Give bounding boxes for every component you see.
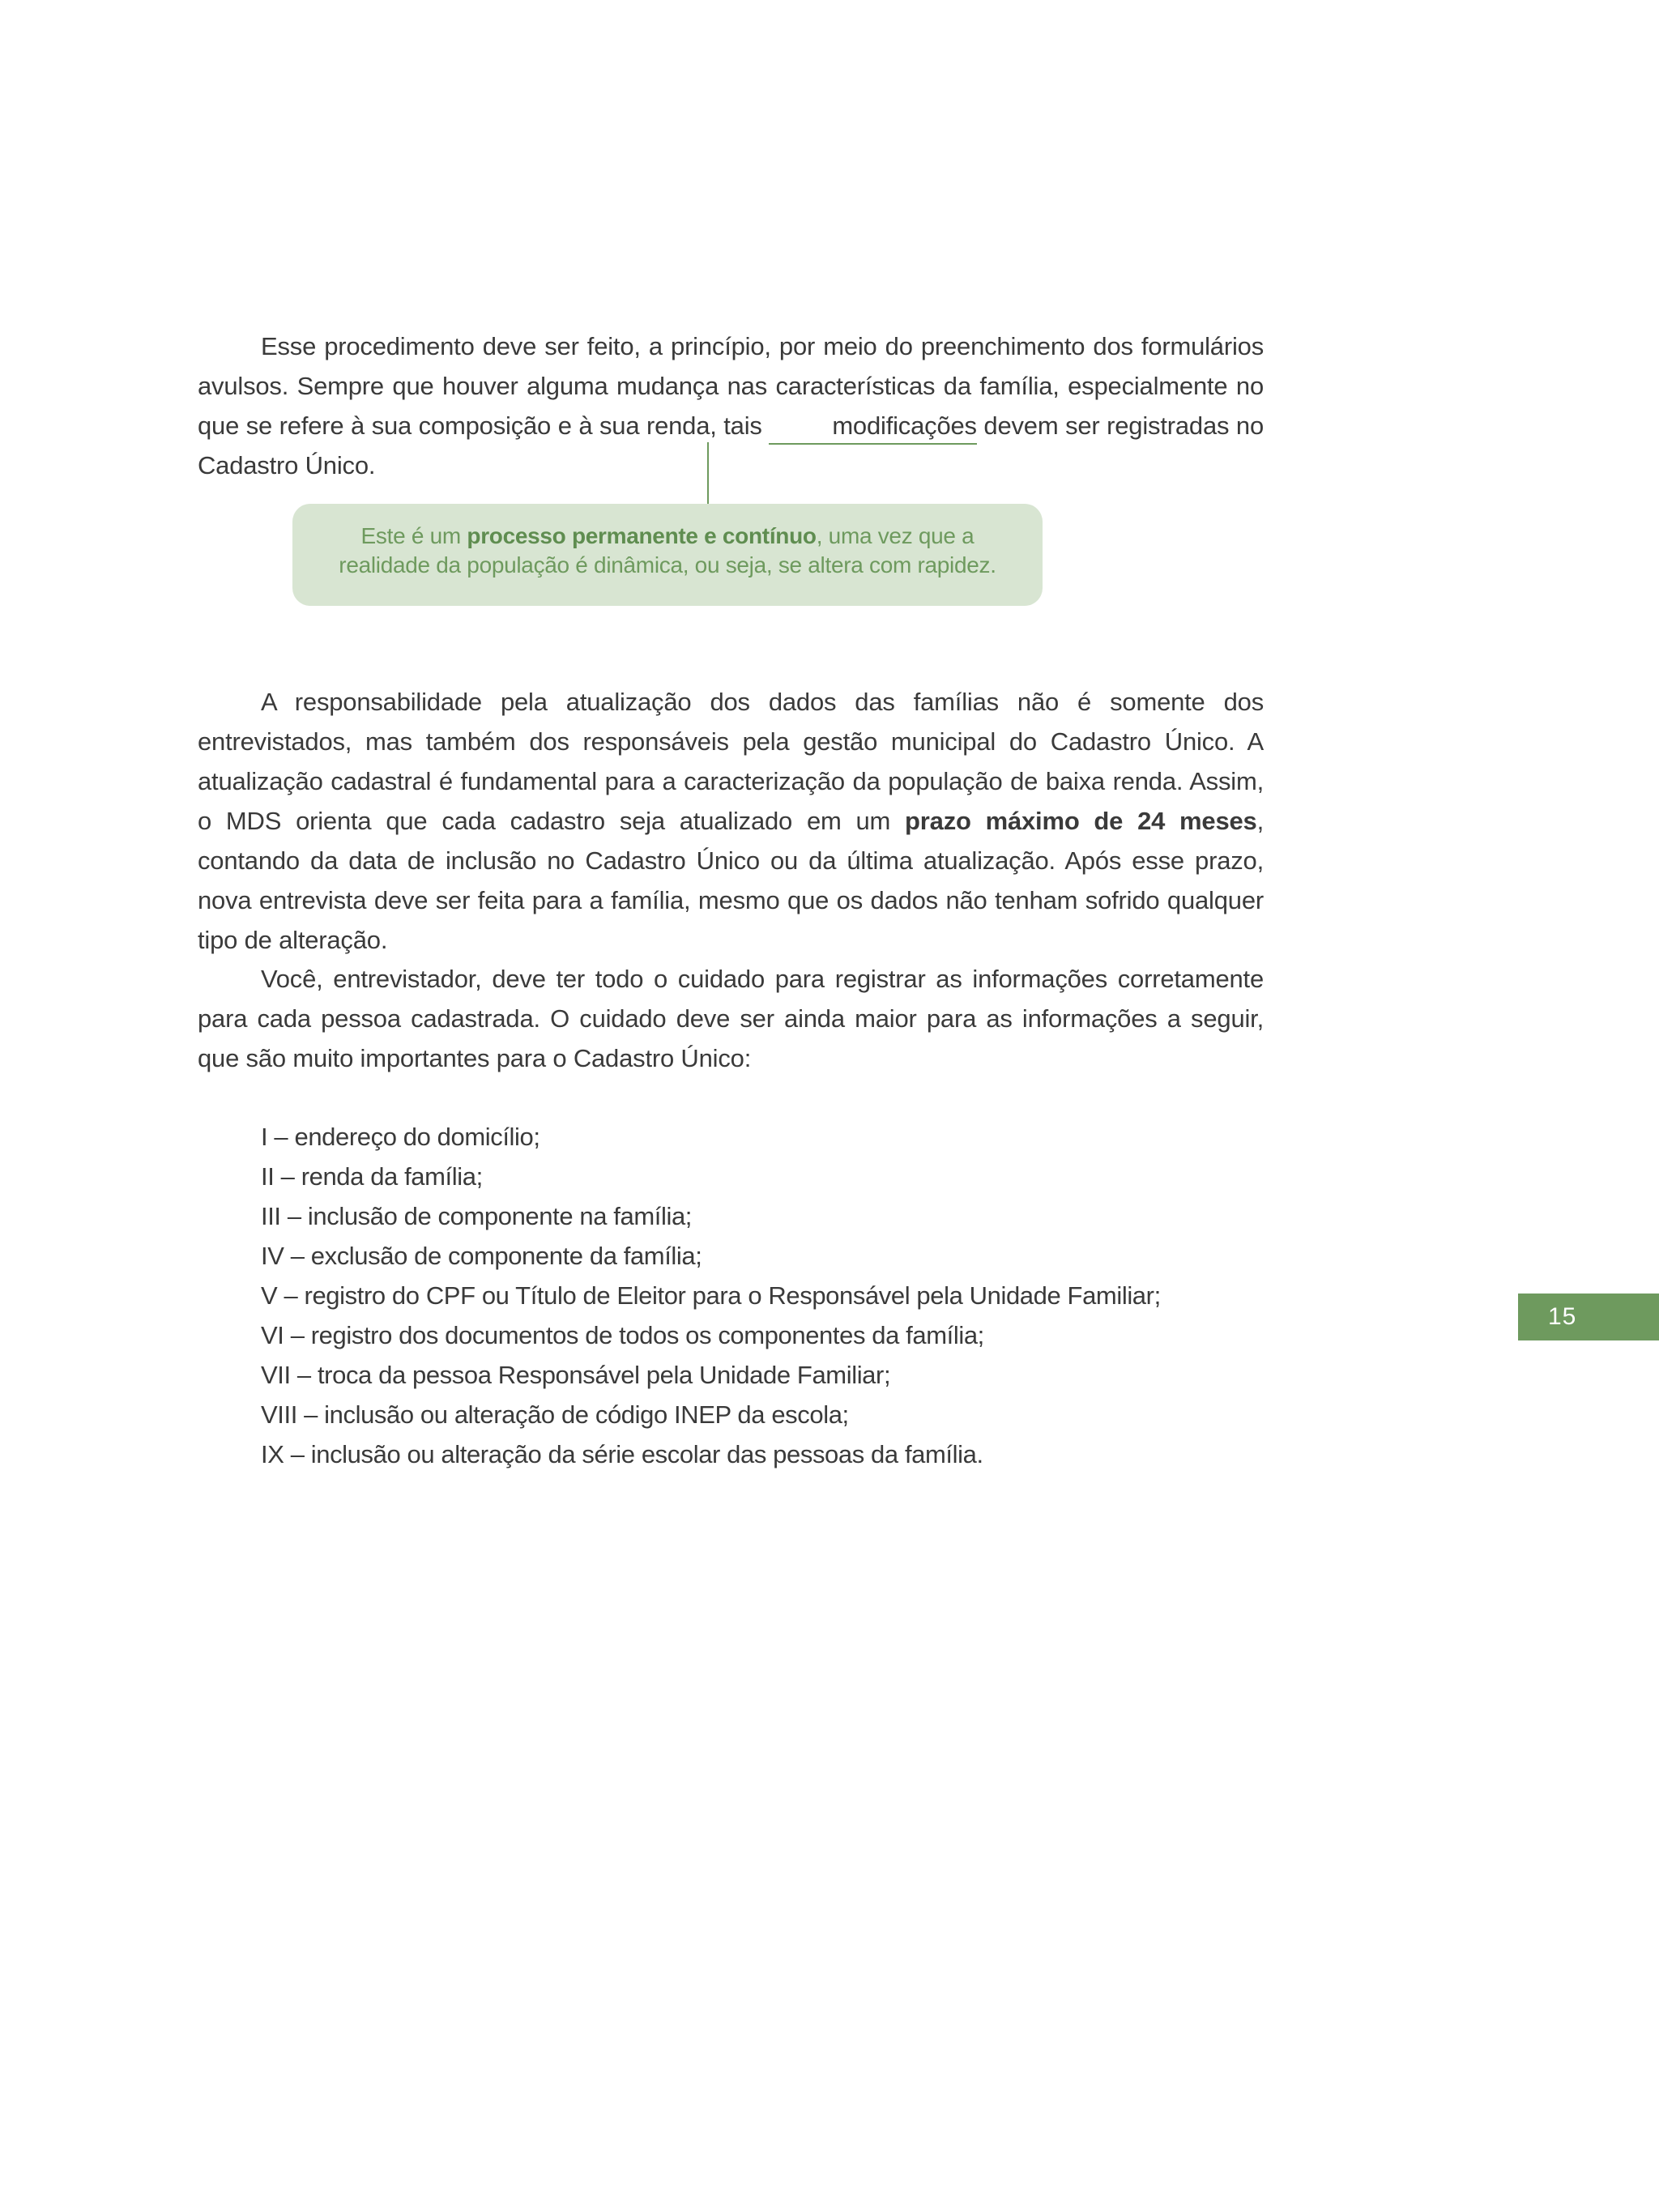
list-item: VII – troca da pessoa Responsável pela Unidade Familiar; xyxy=(261,1361,891,1389)
paragraph-responsibility xyxy=(198,682,1264,960)
paragraph-interviewer-text: Você, entrevistador, deve ter todo o cuidado para registrar as informações corretamente para cada pessoa cadastrada. O cuidado deve ser ainda maior para as informações a seguir, que são muito importantes para o Cadastro Único: xyxy=(198,965,1264,1072)
callout-box xyxy=(292,504,1043,606)
important-info-list xyxy=(261,1117,1161,1474)
page-number: 15 xyxy=(1548,1303,1577,1330)
paragraph-responsibility-text-end: , contando da data de inclusão no Cadastro Único ou da última atualização. Após esse prazo, nova entrevista deve ser feita para a família, mesmo que os dados não tenham sofrido qualquer tipo de alteração. xyxy=(198,807,1264,954)
paragraph-interviewer xyxy=(198,959,1264,1078)
list-item: VI – registro dos documentos de todos os componentes da família; xyxy=(261,1321,984,1349)
bold-deadline-text: prazo máximo de 24 meses xyxy=(905,807,1257,835)
callout-text-end: , uma vez que a realidade da população é dinâmica, ou seja, se altera com rapidez. xyxy=(339,523,996,578)
paragraph-responsibility-text-start: A responsabilidade pela atualização dos dados das famílias não é somente dos entrevistados, mas também dos responsáveis pela gestão municipal do Cadastro Único. A atualização cadastral é fundamental para a caracterização da população de baixa renda. Assim, o MDS orienta que cada cadastro seja atualizado em um xyxy=(198,688,1264,835)
paragraph-procedure-text-start: Esse procedimento deve ser feito, a princípio, por meio do preenchimento dos formulários avulsos. Sempre que houver alguma mudança nas características da família, especialmente no que se refere à sua composição e à sua renda, tais xyxy=(198,332,1264,440)
page-number-tab xyxy=(1518,1294,1659,1340)
list-item: IV – exclusão de componente da família; xyxy=(261,1242,702,1270)
list-item: II – renda da família; xyxy=(261,1162,483,1191)
callout-connector-line xyxy=(707,442,709,504)
highlighted-word-modificacoes: modificações xyxy=(769,409,977,445)
list-item: III – inclusão de componente na família; xyxy=(261,1202,692,1230)
callout-text-start: Este é um xyxy=(360,523,467,548)
callout-bold-text: processo permanente e contínuo xyxy=(467,523,817,548)
list-item: I – endereço do domicílio; xyxy=(261,1123,540,1151)
list-item: IX – inclusão ou alteração da série escolar das pessoas da família. xyxy=(261,1440,983,1468)
list-item: V – registro do CPF ou Título de Eleitor para o Responsável pela Unidade Familiar; xyxy=(261,1281,1161,1310)
paragraph-procedure-text-end: devem ser registradas no Cadastro Único. xyxy=(198,411,1264,479)
paragraph-procedure xyxy=(198,326,1264,485)
paragraph-responsibility-text xyxy=(198,682,1264,960)
paragraph-procedure-text xyxy=(198,326,1264,485)
list-item: VIII – inclusão ou alteração de código INEP da escola; xyxy=(261,1400,849,1429)
